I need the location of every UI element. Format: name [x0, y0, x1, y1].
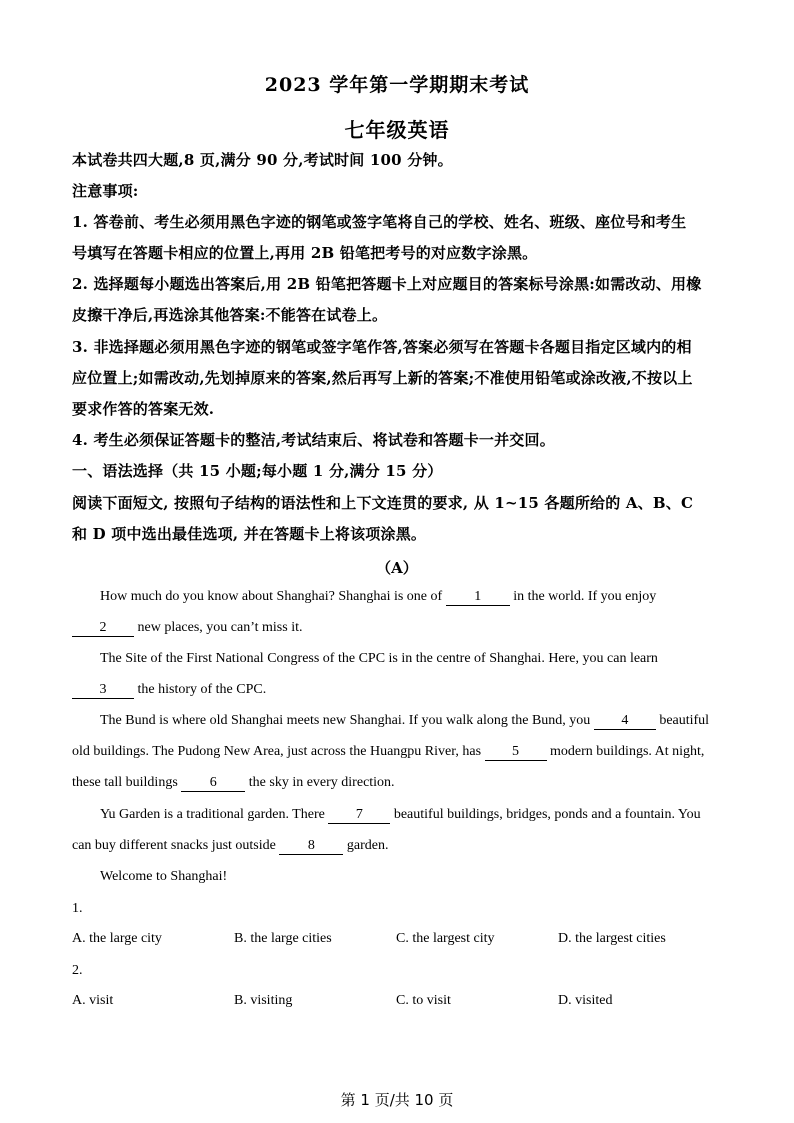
passage-line [100, 711, 709, 731]
exam-subtitle: 七年级英语 [344, 118, 450, 142]
question-2-option-d[interactable]: D. visited [558, 993, 613, 1008]
passage-line [72, 680, 266, 700]
section-1-instructions-line-2: 和 D 项中选出最佳选项, 并在答题卡上将该项涂黑。 [72, 525, 427, 543]
passage-text: beautiful buildings, bridges, ponds and a fountain. You [390, 807, 701, 822]
question-1-option-d[interactable]: D. the largest cities [558, 931, 666, 946]
exam-title: 2023 学年第一学期期末考试 [264, 74, 530, 96]
passage-line [72, 742, 704, 762]
passage-text: How much do you know about Shanghai? Shanghai is one of [100, 589, 446, 604]
passage-line [100, 587, 656, 607]
section-1-heading: 一、语法选择（共 15 小题;每小题 1 分,满分 15 分） [72, 462, 443, 480]
passage-text: The Bund is where old Shanghai meets new Shanghai. If you walk along the Bund, you [100, 713, 594, 728]
question-1-option-c[interactable]: C. the largest city [396, 931, 495, 946]
passage-text: new places, you can’t miss it. [134, 620, 303, 635]
blank-3: 3 [72, 682, 134, 699]
passage-line [72, 773, 395, 793]
section-1-instructions-line-1: 阅读下面短文, 按照句子结构的语法性和上下文连贯的要求, 从 1~15 各题所给的 A、B、C [72, 494, 694, 512]
passage-text: Yu Garden is a traditional garden. There [100, 807, 329, 822]
passage-text: these tall buildings [72, 775, 182, 790]
note-3-line-2: 应位置上;如需改动,先划掉原来的答案,然后再写上新的答案;不准使用铅笔或涂改液,不按以上 [72, 369, 693, 387]
question-number: 1. [72, 901, 83, 916]
blank-2: 2 [72, 620, 134, 637]
question-2-option-b[interactable]: B. visiting [234, 993, 293, 1008]
passage-text: can buy different snacks just outside [72, 838, 280, 853]
passage-line [100, 649, 658, 669]
passage-text: the history of the CPC. [134, 682, 267, 697]
blank-4: 4 [594, 713, 656, 730]
passage-text: modern buildings. At night, [546, 744, 705, 759]
passage-line [72, 836, 388, 856]
passage-text: the sky in every direction. [245, 775, 395, 790]
passage-text: old buildings. The Pudong New Area, just across the Huangpu River, has [72, 744, 485, 759]
question-1-option-b[interactable]: B. the large cities [234, 931, 332, 946]
blank-1: 1 [446, 589, 510, 606]
note-2-line-1: 2. 选择题每小题选出答案后,用 2B 铅笔把答题卡上对应题目的答案标号涂黑:如需改动、用橡 [72, 275, 702, 293]
note-1-line-2: 号填写在答题卡相应的位置上,再用 2B 铅笔把考号的对应数字涂黑。 [72, 244, 538, 262]
question-1-option-a[interactable]: A. the large city [72, 931, 162, 946]
passage-text: beautiful [655, 713, 710, 728]
passage-text: garden. [343, 838, 389, 853]
notes-heading: 注意事项: [72, 182, 139, 200]
passage-line [100, 867, 227, 887]
note-1-line-1: 1. 答卷前、考生必须用黑色字迹的钢笔或签字笔将自己的学校、姓名、班级、座位号和考生 [72, 213, 687, 231]
intro-line: 本试卷共四大题,8 页,满分 90 分,考试时间 100 分钟。 [72, 151, 453, 169]
blank-7: 7 [328, 807, 390, 824]
passage-text: in the world. If you enjoy [509, 589, 657, 604]
question-2-option-a[interactable]: A. visit [72, 993, 114, 1008]
note-2-line-2: 皮擦干净后,再选涂其他答案:不能答在试卷上。 [72, 306, 388, 324]
question-2-option-c[interactable]: C. to visit [396, 993, 451, 1008]
note-3-line-3: 要求作答的答案无效. [72, 400, 215, 418]
passage-text: Welcome to Shanghai! [100, 869, 228, 884]
passage-line [72, 618, 303, 638]
note-3-line-1: 3. 非选择题必须用黑色字迹的钢笔或签字笔作答,答案必须写在答题卡各题目指定区域内的相 [72, 338, 692, 356]
blank-6: 6 [181, 775, 245, 792]
passage-text: The Site of the First National Congress of the CPC is in the centre of Shanghai. Here, you can learn [100, 651, 658, 666]
passage-line [100, 805, 701, 825]
blank-5: 5 [485, 744, 547, 761]
page-number: 第 1 页/共 10 页 [340, 1091, 454, 1109]
blank-8: 8 [279, 838, 343, 855]
note-4: 4. 考生必须保证答题卡的整洁,考试结束后、将试卷和答题卡一并交回。 [72, 431, 555, 449]
question-number: 2. [72, 963, 83, 978]
passage-label: （A） [376, 559, 418, 577]
